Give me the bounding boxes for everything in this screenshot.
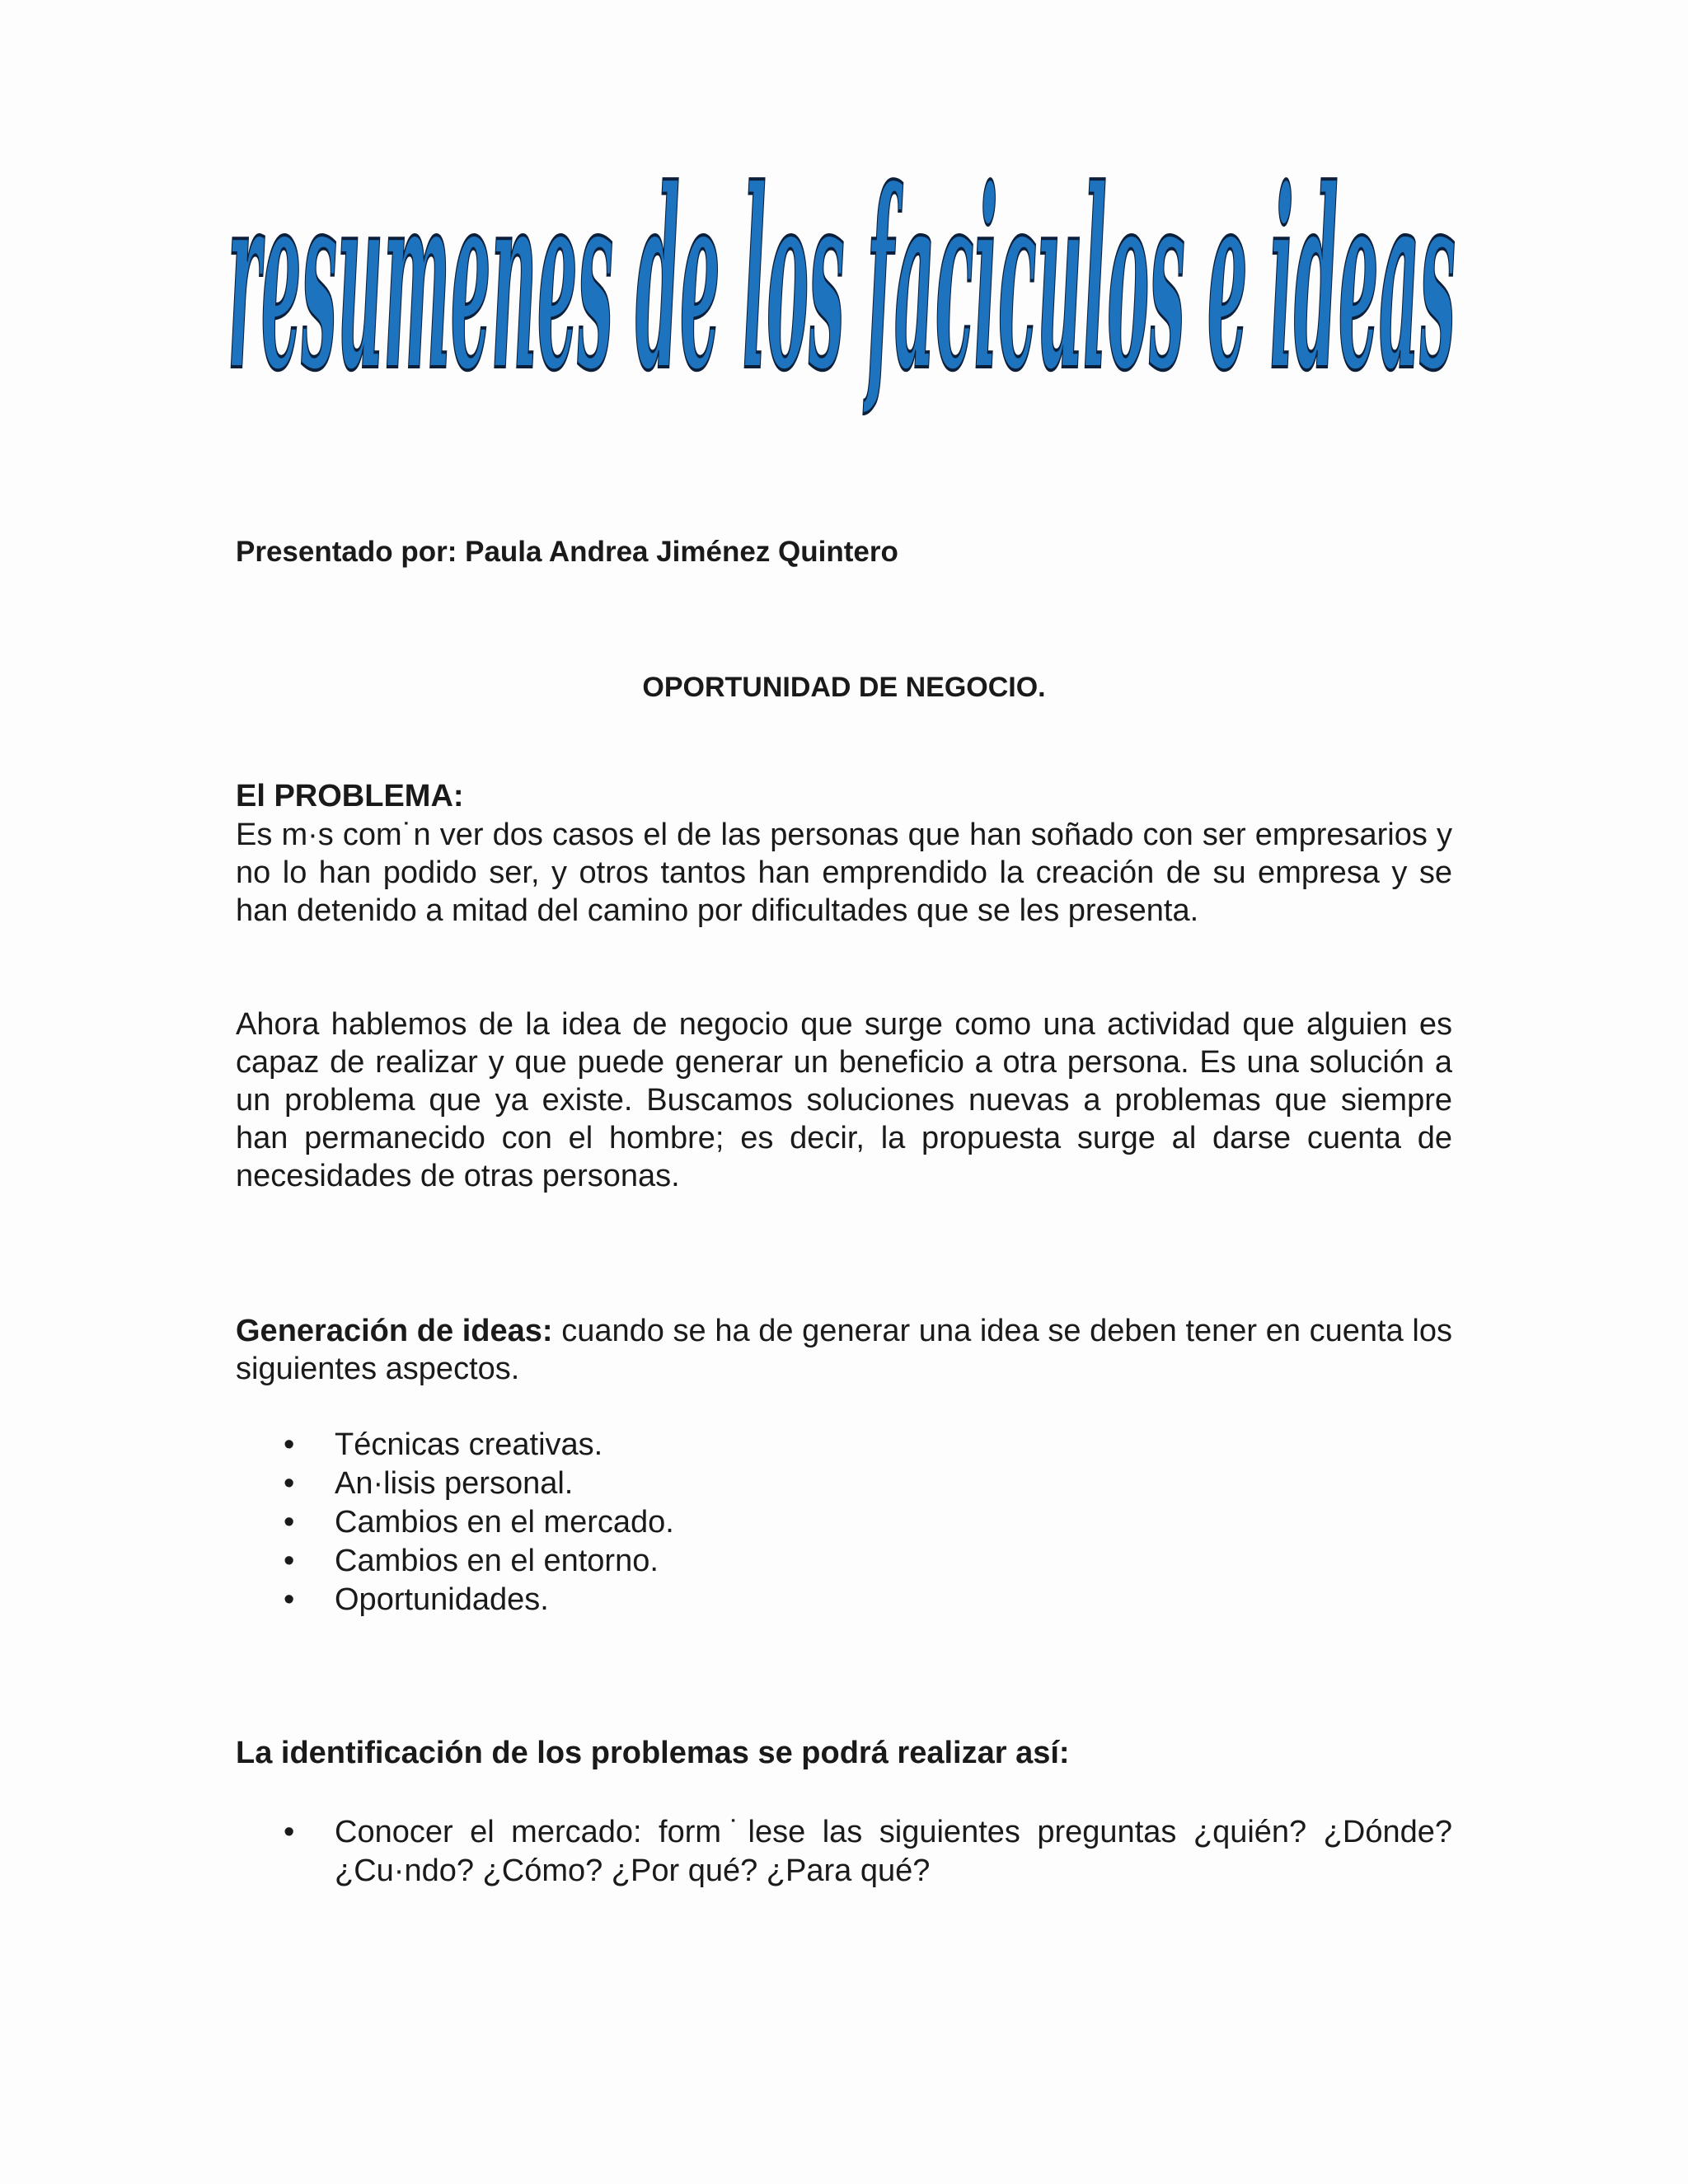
bullet-icon: • <box>284 1427 295 1462</box>
list-item-text: Cambios en el mercado. <box>335 1505 674 1540</box>
list-item-text: Cambios en el entorno. <box>335 1544 659 1578</box>
identification-list <box>236 1813 1452 1891</box>
generation-label: Generación de ideas: <box>236 1314 553 1348</box>
list-item <box>236 1465 1452 1503</box>
list-item <box>236 1426 1452 1465</box>
bullet-icon: • <box>284 1815 295 1849</box>
generation-text: cuando se ha de generar una idea se deben tener en cuenta los siguientes aspectos. <box>236 1314 1452 1386</box>
wordart-title-svg <box>227 173 1464 445</box>
list-item-text: Técnicas creativas. <box>335 1427 603 1462</box>
problem-heading: El PROBLEMA: <box>236 779 464 813</box>
list-item <box>236 1581 1452 1619</box>
list-item <box>236 1542 1452 1581</box>
section-title: OPORTUNIDAD DE NEGOCIO. <box>642 672 1046 703</box>
aspects-list <box>236 1426 1452 1619</box>
bullet-icon: • <box>284 1466 295 1501</box>
problem-paragraph: Es m·s com˙n ver dos casos el de las personas que han soñado con ser empresarios y no lo han podido ser, y otros tantos han emprendido la creación de su empresa y se han detenido a mitad del camino por dificultades que se les presenta. <box>236 818 1452 928</box>
document-title: resumenes de los faciculos e ideas <box>227 173 1456 425</box>
identification-heading: La identificación de los problemas se podrá realizar así: <box>236 1736 1070 1770</box>
list-item-text: Conocer el mercado: form˙lese las siguientes preguntas ¿quién? ¿Dónde? ¿Cu·ndo? ¿Cómo? ¿Por qué? ¿Para qué? <box>335 1815 1452 1888</box>
idea-paragraph: Ahora hablemos de la idea de negocio que surge como una actividad que alguien es capaz de realizar y que puede generar un beneficio a otra persona. Es una solución a un problema que ya existe. Buscamos soluciones nuevas a problemas que siempre han permanecido con el hombre; es decir, la propuesta surge al darse cuenta de necesidades de otras personas. <box>236 1007 1452 1193</box>
bullet-icon: • <box>284 1582 295 1617</box>
list-item-text: Oportunidades. <box>335 1582 549 1617</box>
list-item <box>236 1813 1452 1891</box>
author-line: Presentado por: Paula Andrea Jiménez Quintero <box>236 536 898 568</box>
list-item-text: An·lisis personal. <box>335 1466 574 1501</box>
bullet-icon: • <box>284 1544 295 1578</box>
bullet-icon: • <box>284 1505 295 1540</box>
generation-paragraph <box>236 1312 1452 1388</box>
list-item <box>236 1503 1452 1542</box>
wordart-title <box>227 173 1464 445</box>
